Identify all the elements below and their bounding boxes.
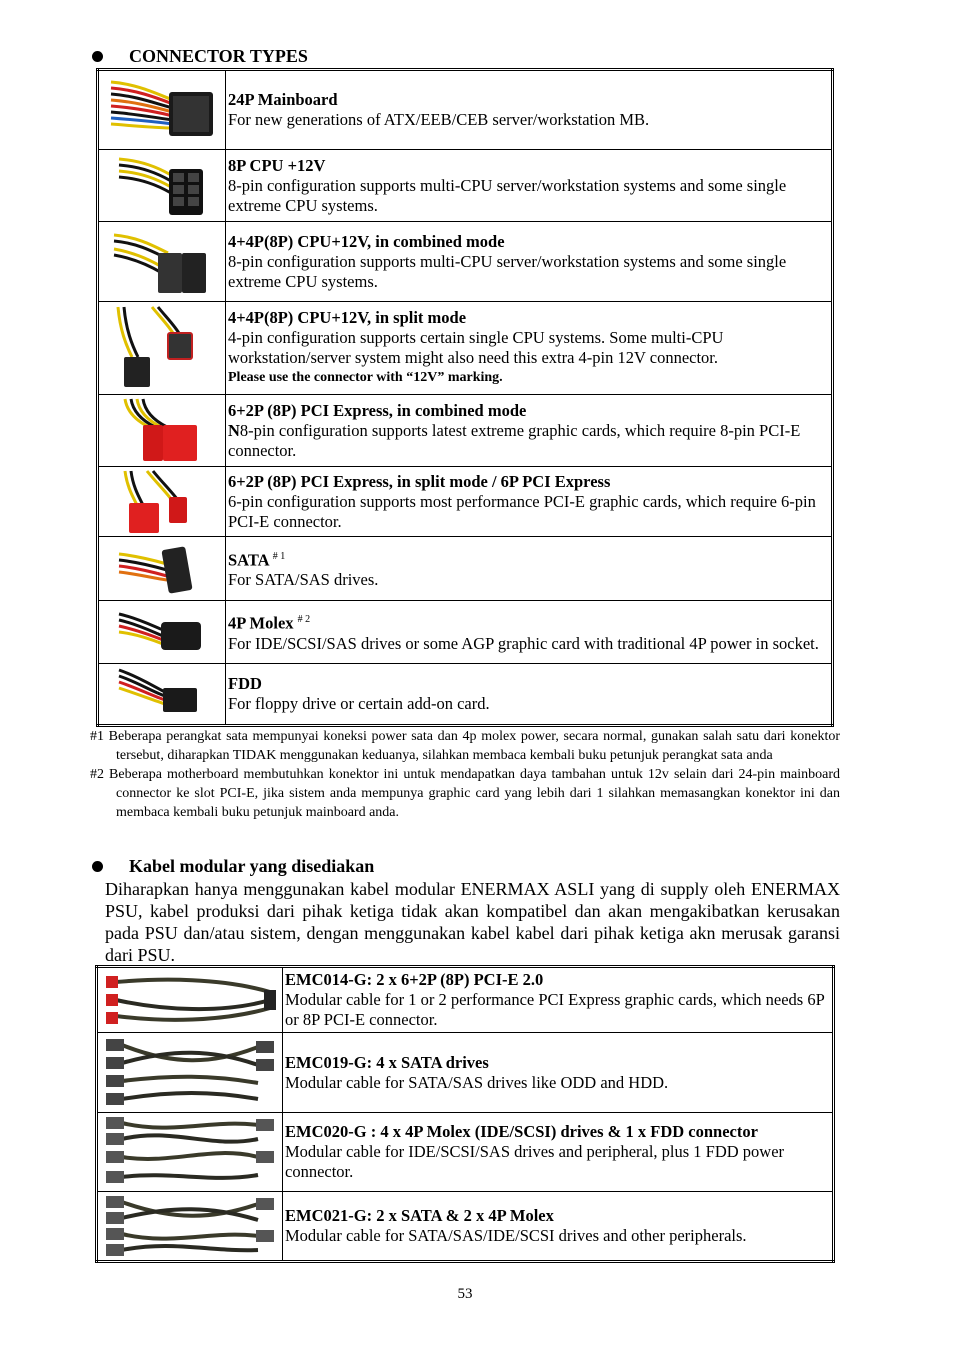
section-heading-connector-types xyxy=(92,46,308,67)
cable-description xyxy=(283,1033,834,1113)
pcie-modular-cable-icon xyxy=(97,967,283,1033)
cable-description xyxy=(283,1113,834,1192)
connector-description xyxy=(226,302,833,395)
table-row xyxy=(98,395,833,467)
connector-title: 4+4P(8P) CPU+12V, in combined mode xyxy=(228,231,505,251)
connector-title: FDD xyxy=(228,674,262,693)
pcie-6plus2-split-icon xyxy=(98,467,226,537)
table-row xyxy=(98,601,833,664)
table-row xyxy=(97,967,834,1033)
table-row xyxy=(97,1113,834,1192)
connector-note: Please use the connector with “12V” marking. xyxy=(228,370,503,385)
connector-description xyxy=(226,664,833,726)
section-title: Kabel modular yang disediakan xyxy=(129,856,375,876)
table-row xyxy=(97,1033,834,1113)
table-row xyxy=(98,70,833,150)
cable-description xyxy=(283,967,834,1033)
section-title: CONNECTOR TYPES xyxy=(129,46,308,66)
connector-description xyxy=(226,467,833,537)
connector-desc: For new generations of ATX/EEB/CEB server/workstation MB. xyxy=(228,110,650,129)
connector-title: 6+2P (8P) PCI Express, in combined mode xyxy=(228,400,527,420)
bullet-icon xyxy=(92,51,103,62)
connector-desc: For floppy drive or certain add-on card. xyxy=(228,694,490,713)
page-number: 53 xyxy=(457,1286,473,1302)
footnote-ref: # 1 xyxy=(272,550,286,562)
cable-desc: Modular cable for 1 or 2 performance PCI Express graphic cards, which needs 6P or 8P PCI-E connector. xyxy=(285,990,825,1029)
molex-connector-icon xyxy=(98,601,226,664)
connector-title: SATA xyxy=(228,550,269,570)
table-row xyxy=(97,1192,834,1262)
connector-desc: For SATA/SAS drives. xyxy=(228,570,379,590)
table-row xyxy=(98,664,833,726)
connector-types-table xyxy=(96,68,834,727)
cpu-4plus4-combined-icon xyxy=(98,222,226,302)
sata-modular-cable-icon xyxy=(97,1033,283,1113)
connector-desc: 8-pin configuration supports multi-CPU server/workstation systems and some single extreme CPU systems. xyxy=(228,175,787,215)
pcie-6plus2-combined-icon xyxy=(98,395,226,467)
cable-title: EMC021-G: 2 x SATA & 2 x 4P Molex xyxy=(285,1206,554,1225)
footnote-ref: # 2 xyxy=(297,614,311,626)
atx-24pin-connector-icon xyxy=(98,70,226,150)
molex-modular-cable-icon xyxy=(97,1113,283,1192)
cpu-4plus4-split-icon xyxy=(98,302,226,395)
cable-description xyxy=(283,1192,834,1262)
cable-desc: Modular cable for SATA/SAS drives like ODD and HDD. xyxy=(285,1072,669,1092)
table-row xyxy=(98,302,833,395)
connector-title: 4+4P(8P) CPU+12V, in split mode xyxy=(228,308,467,327)
footnotes xyxy=(90,727,840,822)
cable-title: EMC014-G: 2 x 6+2P (8P) PCI-E 2.0 xyxy=(285,970,544,989)
connector-title: 8P CPU +12V xyxy=(228,155,326,175)
cable-title: EMC019-G: 4 x SATA drives xyxy=(285,1052,489,1072)
connector-title: 6+2P (8P) PCI Express, in split mode / 6P PCI Express xyxy=(228,471,611,491)
fdd-connector-icon xyxy=(98,664,226,726)
footnote-2: #2 Beberapa motherboard membutuhkan konektor ini untuk mendapatkan daya tambahan untuk 12v selain dari 24-pin mainboard connector ke slot PCI-E, jika sistem anda mempunya graphic card yang lebih dari 1 silahkan memasangkan konektor ini dan membaca kembali buku petunjuk mainboard anda. xyxy=(90,767,840,820)
connector-description xyxy=(226,150,833,222)
connector-description xyxy=(226,537,833,601)
cpu-8pin-connector-icon xyxy=(98,150,226,222)
connector-desc: 8-pin configuration supports multi-CPU server/workstation systems and some single extreme CPU systems. xyxy=(228,251,787,291)
modular-cables-table xyxy=(95,965,835,1263)
connector-description xyxy=(226,601,833,664)
cable-title: EMC020-G : 4 x 4P Molex (IDE/SCSI) drives & 1 x FDD connector xyxy=(285,1122,758,1141)
connector-desc: For IDE/SCSI/SAS drives or some AGP graphic card with traditional 4P power in socket. xyxy=(228,633,819,653)
connector-desc: 6-pin configuration supports most performance PCI-E graphic cards, which require 6-pin PCI-E connector. xyxy=(228,491,816,531)
table-row xyxy=(98,222,833,302)
section-paragraph: Diharapkan hanya menggunakan kabel modular ENERMAX ASLI yang di supply oleh ENERMAX PSU, kabel produksi dari pihak ketiga tidak akan kompatibel dan akan mengakibatkan kerusakan pada PSU dan/atau sistem, dengan menggunakan kabel kabel dari pihak ketiga akn merusak garansi dari PSU. xyxy=(105,879,840,965)
connector-desc-lead: N xyxy=(228,420,240,440)
connector-desc: 4-pin configuration supports certain single CPU systems. Some multi-CPU workstation/server system might also need this extra 4-pin 12V connector. xyxy=(228,328,724,367)
connector-description xyxy=(226,395,833,467)
connector-title: 24P Mainboard xyxy=(228,90,338,109)
sata-connector-icon xyxy=(98,537,226,601)
section-heading-modular-cables xyxy=(92,856,374,877)
connector-description xyxy=(226,222,833,302)
cable-desc: Modular cable for IDE/SCSI/SAS drives and peripheral, plus 1 FDD power connector. xyxy=(285,1142,785,1181)
connector-description xyxy=(226,70,833,150)
table-row xyxy=(98,150,833,222)
bullet-icon xyxy=(92,861,103,872)
cable-desc: Modular cable for SATA/SAS/IDE/SCSI drives and other peripherals. xyxy=(285,1226,747,1245)
table-row xyxy=(98,537,833,601)
connector-desc: 8-pin configuration supports latest extreme graphic cards, which require 8-pin PCI-E connector. xyxy=(228,420,801,460)
table-row xyxy=(98,467,833,537)
sata-molex-modular-cable-icon xyxy=(97,1192,283,1262)
footnote-1: #1 Beberapa perangkat sata mempunyai koneksi power sata dan 4p molex power, secara normal, gunakan salah satu dari konektor tersebut, diharapkan TIDAK menggunakan keduanya, silahkan membaca kembali buku petunjuk perangkat sata anda xyxy=(90,729,840,763)
connector-title: 4P Molex xyxy=(228,613,294,633)
